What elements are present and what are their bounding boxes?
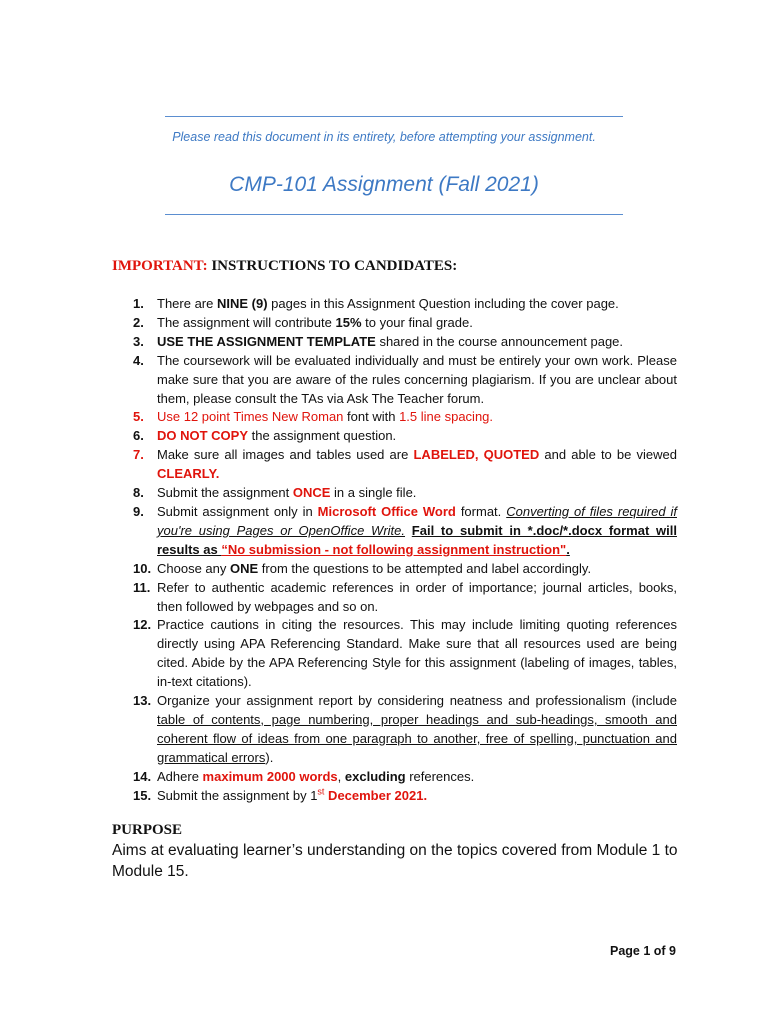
list-item [113, 352, 677, 409]
item-emphasis: USE THE ASSIGNMENT TEMPLATE [157, 333, 376, 349]
item-text: Use [157, 409, 184, 425]
item-text: pages in this Assignment Question including the cover page. [267, 296, 619, 311]
list-item [113, 427, 677, 446]
instruction-note: Please read this document in its entirety, before attempting your assignment. [172, 130, 596, 144]
item-text: Submit the assignment [157, 485, 293, 501]
purpose-text: Aims at evaluating learner’s understanding on the topics covered from Module 1 to Module 15. [112, 842, 678, 880]
item-note: Converting of files required if you're using Pages or OpenOffice Write. [157, 503, 677, 538]
item-text: , [337, 768, 345, 784]
item-emphasis: Microsoft Office Word [317, 503, 456, 519]
item-text: ). [265, 749, 274, 765]
list-item [113, 446, 677, 484]
item-emphasis: 1.5 line spacing. [399, 409, 494, 425]
bottom-divider [165, 214, 623, 215]
item-number: 8. [133, 485, 144, 501]
item-superscript: st [317, 786, 325, 797]
item-text: Choose any [157, 560, 230, 576]
item-number: 10. [133, 560, 152, 576]
item-emphasis: NINE (9) [216, 296, 268, 311]
item-warning-quote: “No submission - not following assignment instruction" [221, 541, 567, 557]
instructions-heading [112, 258, 457, 275]
item-emphasis: maximum 2000 words [202, 768, 338, 784]
list-item [113, 295, 677, 314]
list-item [113, 616, 677, 692]
item-number: 1. [133, 296, 144, 311]
item-text: format. [455, 503, 507, 519]
item-number: 5. [133, 409, 144, 425]
item-text: The coursework will be evaluated individually and must be entirely your own work. Please make sure that you are aware of the rules concerning plagiarism. If you are unclear about them, please consult the TAs via Ask The Teacher forum. [157, 352, 677, 406]
list-item [113, 408, 677, 427]
list-item [113, 579, 677, 617]
item-number: 12. [133, 617, 152, 633]
item-number: 9. [133, 503, 144, 519]
item-text: the assignment question. [248, 428, 397, 444]
item-number: 13. [133, 693, 152, 709]
list-item [113, 692, 677, 768]
item-warning: Fail to submit in *.doc/*.docx format will results as [157, 522, 677, 557]
top-divider [165, 116, 623, 117]
item-emphasis: ONCE [292, 485, 331, 501]
item-number: 2. [133, 314, 144, 330]
item-emphasis: 15% [335, 314, 362, 330]
item-text: font with [343, 409, 400, 425]
item-emphasis: CLEARLY. [157, 466, 220, 482]
item-text: Submit assignment only in [157, 503, 318, 519]
instructions-heading-text: INSTRUCTIONS TO CANDIDATES: [207, 258, 458, 274]
item-emphasis: 12 point Times New Roman [183, 409, 344, 425]
important-label: IMPORTANT: [112, 258, 208, 274]
item-text: references. [405, 768, 475, 784]
item-emphasis: December 2021. [324, 787, 428, 803]
item-text: shared in the course announcement page. [375, 333, 624, 349]
item-emphasis: ONE [230, 560, 259, 576]
list-item [113, 787, 677, 806]
item-text: from the questions to be attempted and label accordingly. [258, 560, 592, 576]
item-number: 4. [133, 352, 144, 368]
item-number: 15. [133, 787, 152, 803]
item-number: 7. [133, 447, 144, 463]
item-text [405, 523, 412, 538]
item-text: Make sure all images and tables used are [157, 447, 414, 463]
list-item [113, 314, 677, 333]
item-number: 6. [133, 428, 144, 444]
item-text: . [566, 541, 570, 557]
instructions-list [113, 295, 677, 805]
item-number: 14. [133, 768, 152, 784]
list-item [113, 484, 677, 503]
item-text: in a single file. [330, 485, 417, 501]
page-number: Page 1 of 9 [610, 944, 676, 958]
item-text: Refer to authentic academic references in order of importance; journal articles, books, then followed by webpages and so on. [157, 579, 677, 614]
document-title: CMP-101 Assignment (Fall 2021) [229, 173, 539, 196]
item-emphasis: excluding [344, 768, 406, 784]
list-item [113, 560, 677, 579]
item-text: to your final grade. [361, 314, 473, 330]
item-text: Practice cautions in citing the resources. This may include limiting quoting references directly using APA Referencing Standard. Make sure that all resources used are being cited. Abide by the APA Referencing Style for this assignment (labeling of images, tables, in-text citations). [157, 617, 677, 690]
item-number: 3. [133, 333, 144, 349]
list-item [113, 768, 677, 787]
item-text: and able to be viewed [539, 447, 677, 463]
item-emphasis: DO NOT COPY [157, 428, 249, 444]
list-item [113, 333, 677, 352]
item-text: Submit the assignment by 1 [157, 787, 318, 803]
item-text: Organize your assignment report by considering neatness and professionalism (include [157, 693, 677, 709]
purpose-heading: PURPOSE [112, 822, 183, 838]
item-number: 11. [133, 579, 151, 595]
item-underlined: table of contents, page numbering, proper headings and sub-headings, smooth and coherent flow of ideas from one paragraph to another, free of spelling, punctuation and grammatical errors [157, 711, 677, 765]
item-emphasis: LABELED, QUOTED [413, 447, 540, 463]
item-text: Adhere [157, 768, 203, 784]
list-item [113, 503, 677, 560]
item-text: The assignment will contribute [157, 314, 336, 330]
item-text: There are [157, 296, 217, 311]
